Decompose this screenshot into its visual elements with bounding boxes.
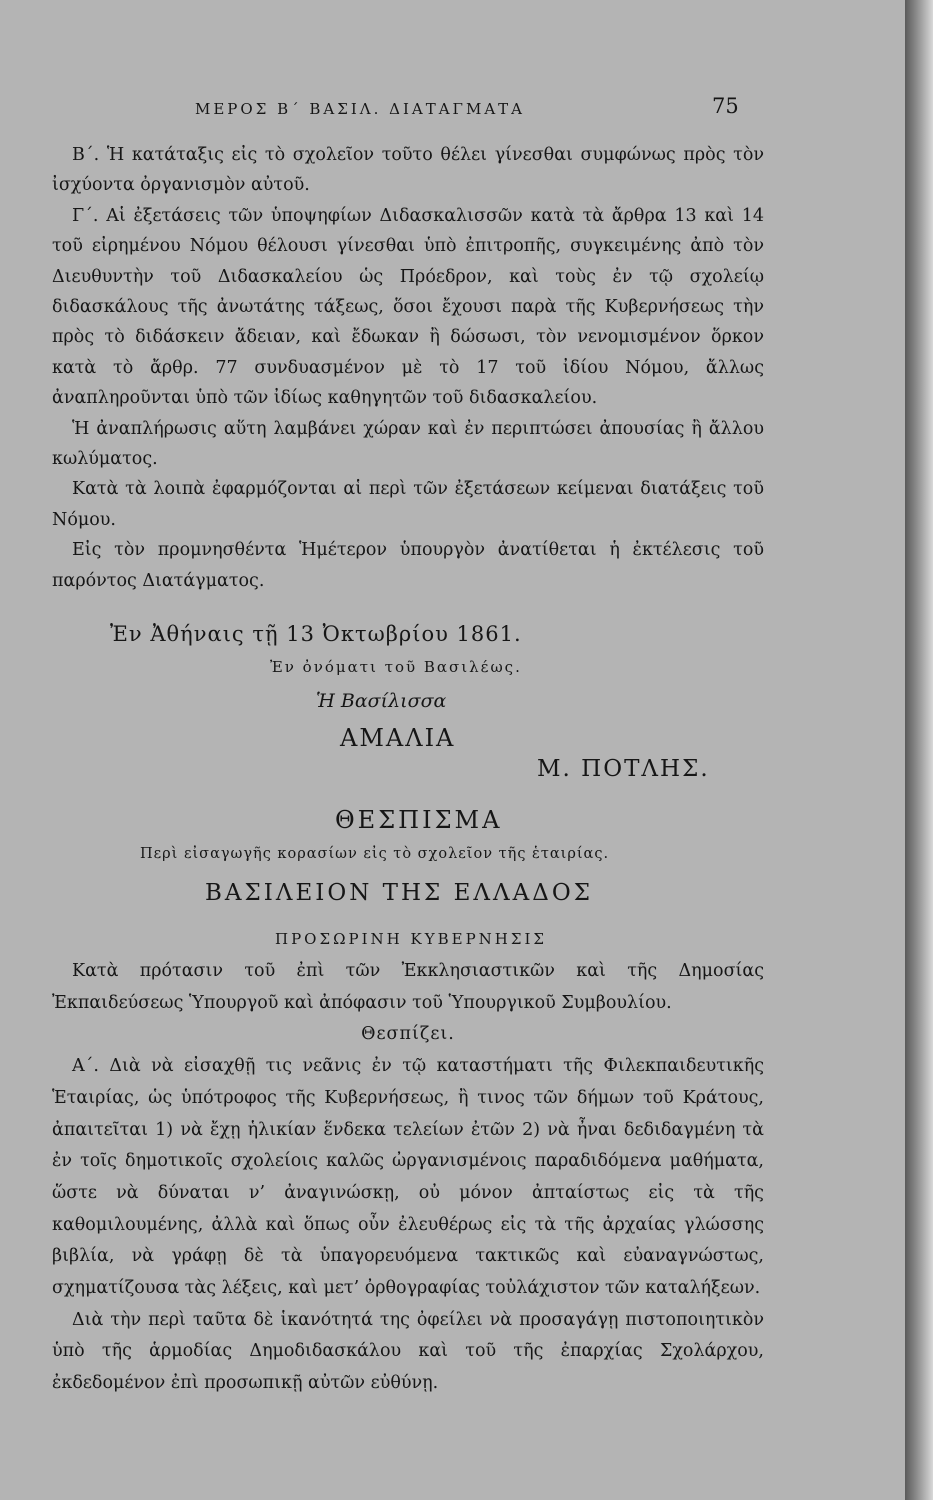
paragraph-remaining: Κατὰ τὰ λοιπὰ ἐφαρμόζονται αἱ περὶ τῶν ἐξετάσεων κείμεναι διατάξεις τοῦ Νόμου. [52,479,764,530]
running-head: ΜΕΡΟΣ Β΄ ΒΑΣΙΛ. ΔΙΑΤΑΓΜΑΤΑ [195,100,525,118]
book-spine [905,0,933,1500]
article-a-continued: Διὰ τὴν περὶ ταῦτα δὲ ἱκανότητά της ὀφείλει νὰ προσαγάγῃ πιστοποιητικὸν ὑπὸ τῆς ἁρμοδίας Δημοδιδασκάλου καὶ τοῦ τῆς ἐπαρχίας Σχολάρχου, ἐκδεδομένον ἐπὶ προσωπικῇ αὐτῶν εὐθύνῃ. [52,1309,764,1394]
queen-signature: ΑΜΑΛΙΑ [340,724,456,752]
paragraph-substitution: Ἡ ἀναπλήρωσις αὕτη λαμβάνει χώραν καὶ ἐν περιπτώσει ἀπουσίας ἢ ἄλλου κωλύματος. [52,418,764,470]
decree-subtitle: Περὶ εἰσαγωγῆς κορασίων εἰς τὸ σχολεῖον τῆς ἑταιρίας. [140,846,610,862]
decree-title: ΘΕΣΠΙΣΜΑ [335,806,503,834]
minister-signature: Μ. ΠΟΤΛΗΣ. [537,756,710,782]
decree-body [52,956,764,1400]
article-a: Α΄. Διὰ νὰ εἰσαχθῇ τις νεᾶνις ἐν τῷ καταστήματι τῆς Φιλεκπαιδευτικῆς Ἑταιρίας, ὡς ὑπότροφος τῆς Κυβερνήσεως, ἢ τινος τῶν δήμων τοῦ Κράτους, ἀπαιτεῖται 1) νὰ ἔχῃ ἡλικίαν ἕνδεκα τελείων ἐτῶν 2) νὰ ἦναι δεδιδαγμένη τὰ ἐν τοῖς δημοτικοῖς σχολείοις καλῶς ὠργανισμένοις παραδιδόμενα μαθήματα, ὥστε νὰ δύναται ν’ ἀναγινώσκῃ, οὐ μόνον ἀπταίστως εἰς τὰ τῆς καθομιλουμένης, ἀλλὰ καὶ ὅπως οὖν ἐλευθέρως εἰς τὰ τῆς ἀρχαίας γλώσσης βιβλία, νὰ γράφῃ δὲ τὰ ὑπαγορευόμενα τακτικῶς καὶ εὐαναγνώστως, σχηματίζουσα τὰς λέξεις, καὶ μετ’ ὀρθογραφίας τοὐλάχιστον τῶν καταλήξεων. [52,1056,764,1299]
in-name-of-king: Ἐν ὀνόματι τοῦ Βασιλέως. [270,658,522,676]
page-number: 75 [712,94,739,118]
paragraph-c: Γ΄. Αἱ ἐξετάσεις τῶν ὑποψηφίων Διδασκαλισσῶν κατὰ τὰ ἄρθρα 13 καὶ 14 τοῦ εἰρημένου Νόμου θέλουσι γίνεσθαι ὑπὸ ἐπιτροπῆς, συγκειμένης ἀπὸ τὸν Διευθυντὴν τοῦ Διδασκαλείου ὡς Πρόεδρον, καὶ τοὺς ἐν τῷ σχολείῳ διδασκάλους τῆς ἀνωτάτης τάξεως, ὅσοι ἔχουσι παρὰ τῆς Κυβερνήσεως τὴν πρὸς τὸ διδάσκειν ἄδειαν, καὶ ἔδωκαν ἢ δώσωσι, τὸν νενομισμένον ὅρκον κατὰ τὸ ἄρθρ. 77 συνδυασμένον μὲ τὸ 17 τοῦ ἰδίου Νόμου, ἄλλως ἀναπληροῦνται ὑπὸ τῶν ἰδίως καθηγητῶν τοῦ διδασκαλείου. [52,205,764,409]
body-text [52,140,764,596]
kingdom-heading: ΒΑΣΙΛΕΙΟΝ ΤΗΣ ΕΛΛΑΔΟΣ [205,880,593,906]
queen-title: Ἡ Βασίλισσα [316,690,447,712]
decree-preamble: Κατὰ πρότασιν τοῦ ἐπὶ τῶν Ἐκκλησιαστικῶν καὶ τῆς Δημοσίας Ἐκπαιδεύσεως Ὑπουργοῦ καὶ ἀπόφασιν τοῦ Ὑπουργικοῦ Συμβουλίου. [52,961,764,1013]
paragraph-b: Β΄. Ἡ κατάταξις εἰς τὸ σχολεῖον τοῦτο θέλει γίνεσθαι συμφώνως πρὸς τὸν ἰσχύοντα ὀργανισμὸν αὐτοῦ. [52,145,764,196]
date-line: Ἐν Ἀθήναις τῇ 13 Ὀκτωβρίου 1861. [110,622,522,646]
paragraph-execution: Εἰς τὸν προμνησθέντα Ἡμέτερον ὑπουργὸν ἀνατίθεται ἡ ἐκτέλεσις τοῦ παρόντος Διατάγματος. [52,540,764,591]
government-heading: ΠΡΟΣΩΡΙΝΗ ΚΥΒΕΡΝΗΣΙΣ [275,930,548,948]
decrees-line: Θεσπίζει. [361,1024,455,1045]
